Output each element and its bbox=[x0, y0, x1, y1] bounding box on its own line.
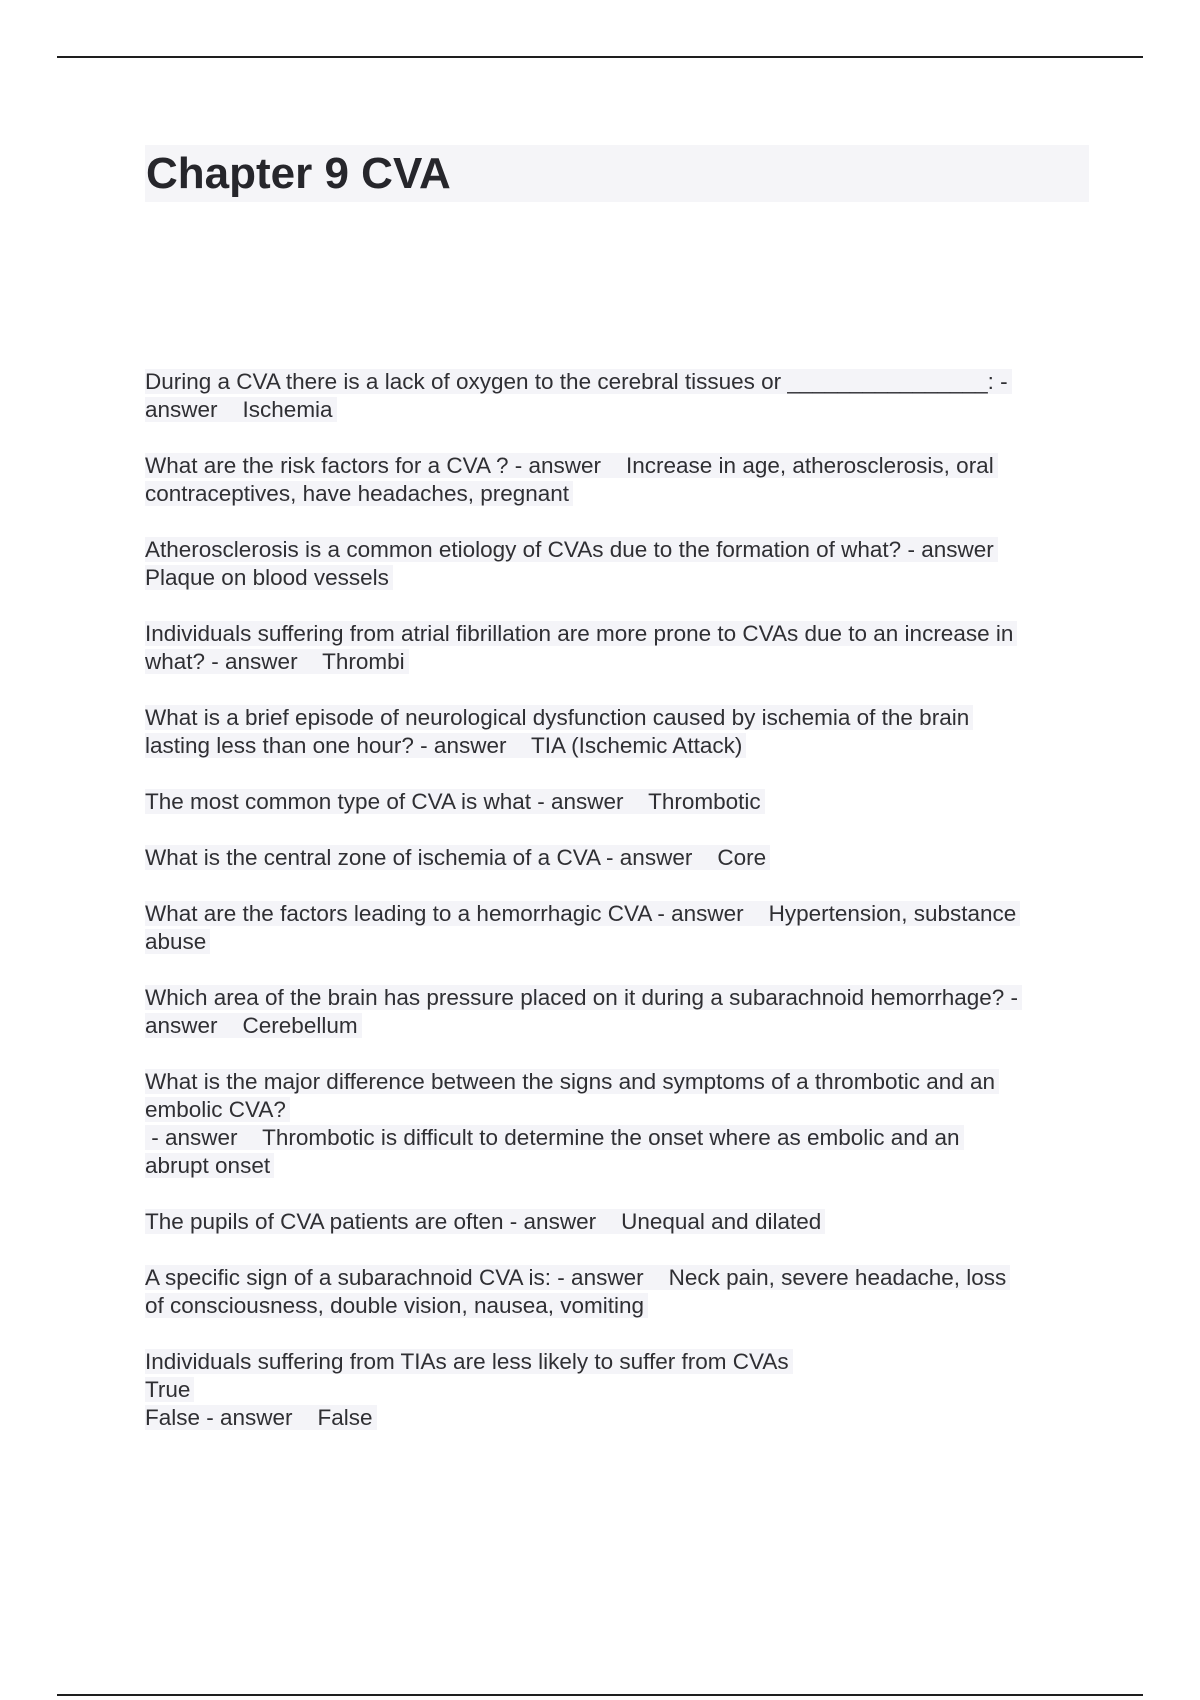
qa-item bbox=[145, 1208, 1089, 1236]
qa-item bbox=[145, 620, 1089, 676]
qa-item bbox=[145, 1348, 1089, 1432]
bottom-divider bbox=[57, 1694, 1143, 1696]
qa-item bbox=[145, 844, 1089, 872]
qa-line: abrupt onset bbox=[145, 1153, 274, 1178]
qa-line: What is a brief episode of neurological dysfunction caused by ischemia of the brain bbox=[145, 705, 973, 730]
qa-item bbox=[145, 984, 1089, 1040]
qa-line: What are the risk factors for a CVA ? - answer Increase in age, atherosclerosis, oral bbox=[145, 453, 998, 478]
qa-line: - answer Thrombotic is difficult to determine the onset where as embolic and an bbox=[145, 1125, 964, 1150]
qa-line: What are the factors leading to a hemorrhagic CVA - answer Hypertension, substance bbox=[145, 901, 1020, 926]
qa-line: A specific sign of a subarachnoid CVA is: - answer Neck pain, severe headache, loss bbox=[145, 1265, 1010, 1290]
qa-list bbox=[145, 368, 1089, 1460]
qa-line: False - answer False bbox=[145, 1405, 377, 1430]
page-title: Chapter 9 CVA bbox=[146, 149, 451, 198]
title-block bbox=[145, 145, 1089, 202]
qa-item bbox=[145, 788, 1089, 816]
qa-line: of consciousness, double vision, nausea, vomiting bbox=[145, 1293, 648, 1318]
qa-item bbox=[145, 1264, 1089, 1320]
qa-line: The pupils of CVA patients are often - answer Unequal and dilated bbox=[145, 1209, 825, 1234]
qa-item bbox=[145, 1068, 1089, 1180]
qa-line: Individuals suffering from atrial fibrillation are more prone to CVAs due to an increase in bbox=[145, 621, 1017, 646]
qa-line: Plaque on blood vessels bbox=[145, 565, 393, 590]
qa-item bbox=[145, 368, 1089, 424]
qa-line: contraceptives, have headaches, pregnant bbox=[145, 481, 573, 506]
qa-line: abuse bbox=[145, 929, 210, 954]
qa-line: What is the central zone of ischemia of a CVA - answer Core bbox=[145, 845, 770, 870]
top-divider bbox=[57, 56, 1143, 58]
qa-line: Which area of the brain has pressure placed on it during a subarachnoid hemorrhage? - bbox=[145, 985, 1022, 1010]
qa-line: Atherosclerosis is a common etiology of CVAs due to the formation of what? - answer bbox=[145, 537, 998, 562]
qa-item bbox=[145, 900, 1089, 956]
qa-item bbox=[145, 704, 1089, 760]
qa-line: embolic CVA? bbox=[145, 1097, 290, 1122]
qa-line: What is the major difference between the signs and symptoms of a thrombotic and an bbox=[145, 1069, 999, 1094]
qa-line: During a CVA there is a lack of oxygen to the cerebral tissues or ________________: - bbox=[145, 369, 1012, 394]
qa-line: lasting less than one hour? - answer TIA (Ischemic Attack) bbox=[145, 733, 746, 758]
qa-line: The most common type of CVA is what - answer Thrombotic bbox=[145, 789, 765, 814]
qa-line: True bbox=[145, 1377, 194, 1402]
qa-line: Individuals suffering from TIAs are less likely to suffer from CVAs bbox=[145, 1349, 793, 1374]
qa-line: answer Cerebellum bbox=[145, 1013, 362, 1038]
qa-line: what? - answer Thrombi bbox=[145, 649, 409, 674]
qa-item bbox=[145, 452, 1089, 508]
qa-item bbox=[145, 536, 1089, 592]
qa-line: answer Ischemia bbox=[145, 397, 337, 422]
